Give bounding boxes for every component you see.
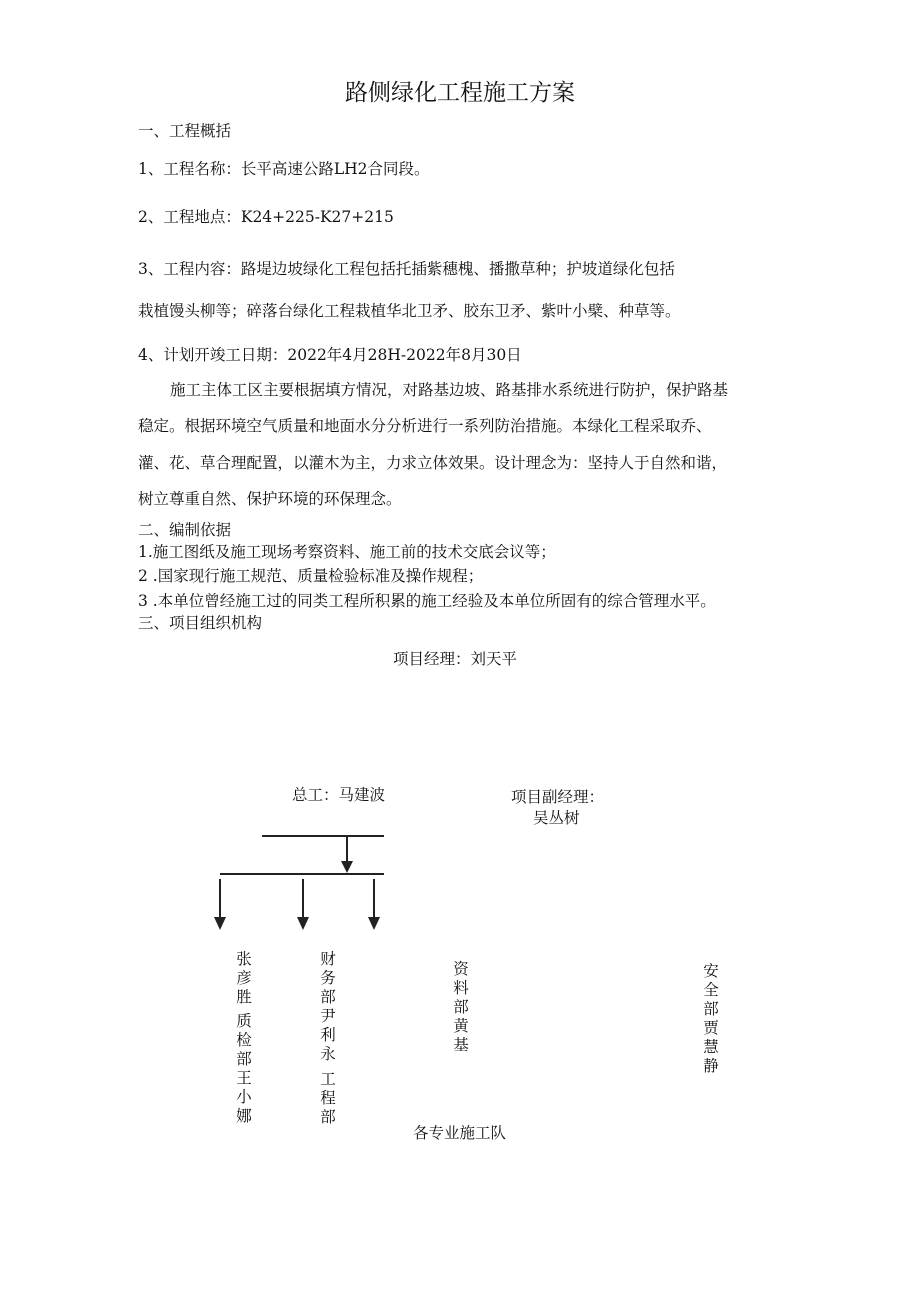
project-schedule: 4、计划开竣工日期：2022年4月28H-2022年8月30日 [138,346,522,364]
org-chief-engineer: 总工：马建波 [292,786,386,804]
org-dept-data: 资料部黄基 [453,960,469,1054]
basis-item: 3 .本单位曾经施工过的同类工程所积累的施工经验及本单位所固有的综合管理水平。 [138,592,716,610]
section-heading-overview: 一、工程概括 [138,122,232,140]
arrow-down-icon [297,917,309,930]
org-deputy-manager-label: 项目副经理： [511,788,605,806]
arrow-down-icon [214,917,226,930]
org-dept-engineering: 工程部 [320,1070,336,1126]
org-dept-finance: 财务部尹利永 [320,950,336,1063]
org-deputy-manager-name: 吴丛树 [533,809,580,827]
project-name: 1、工程名称：长平高速公路LH2合同段。 [138,160,430,178]
org-dept-safety: 安全部贾慧静 [703,962,719,1075]
arrow-down-icon [368,917,380,930]
org-project-manager: 项目经理：刘天平 [393,650,518,668]
page-title: 路侧绿化工程施工方案 [345,80,575,106]
section-heading-basis: 二、编制依据 [138,521,232,539]
basis-item: 1.施工图纸及施工现场考察资料、施工前的技术交底会议等； [138,543,556,561]
paragraph-line: 施工主体工区主要根据填方情况，对路基边坡、路基排水系统进行防护，保护路基 [170,381,729,399]
paragraph-line: 稳定。根据环境空气质量和地面水分分析进行一系列防治措施。本绿化工程采取乔、 [138,417,712,435]
basis-item: 2 .国家现行施工规范、质量检验标准及操作规程； [138,567,484,585]
project-content-line2: 栽植馒头柳等；碎落台绿化工程栽植华北卫矛、胶东卫矛、紫叶小檗、种草等。 [138,302,681,320]
section-heading-organization: 三、项目组织机构 [138,614,263,632]
project-location: 2、工程地点：K24+225-K27+215 [138,208,394,226]
paragraph-line: 树立尊重自然、保护环境的环保理念。 [138,490,402,508]
paragraph-line: 灌、花、草合理配置，以灌木为主，力求立体效果。设计理念为：坚持人于自然和谐， [138,454,728,472]
project-content-line1: 3、工程内容：路堤边坡绿化工程包括托插紫穗槐、播撒草种；护坡道绿化包括 [138,260,675,278]
arrow-down-icon [341,861,353,873]
org-dept-quality: 质检部王小娜 [236,1012,252,1125]
org-construction-teams: 各专业施工队 [413,1124,507,1142]
org-dept-zhang: 张彦胜 [236,950,252,1006]
